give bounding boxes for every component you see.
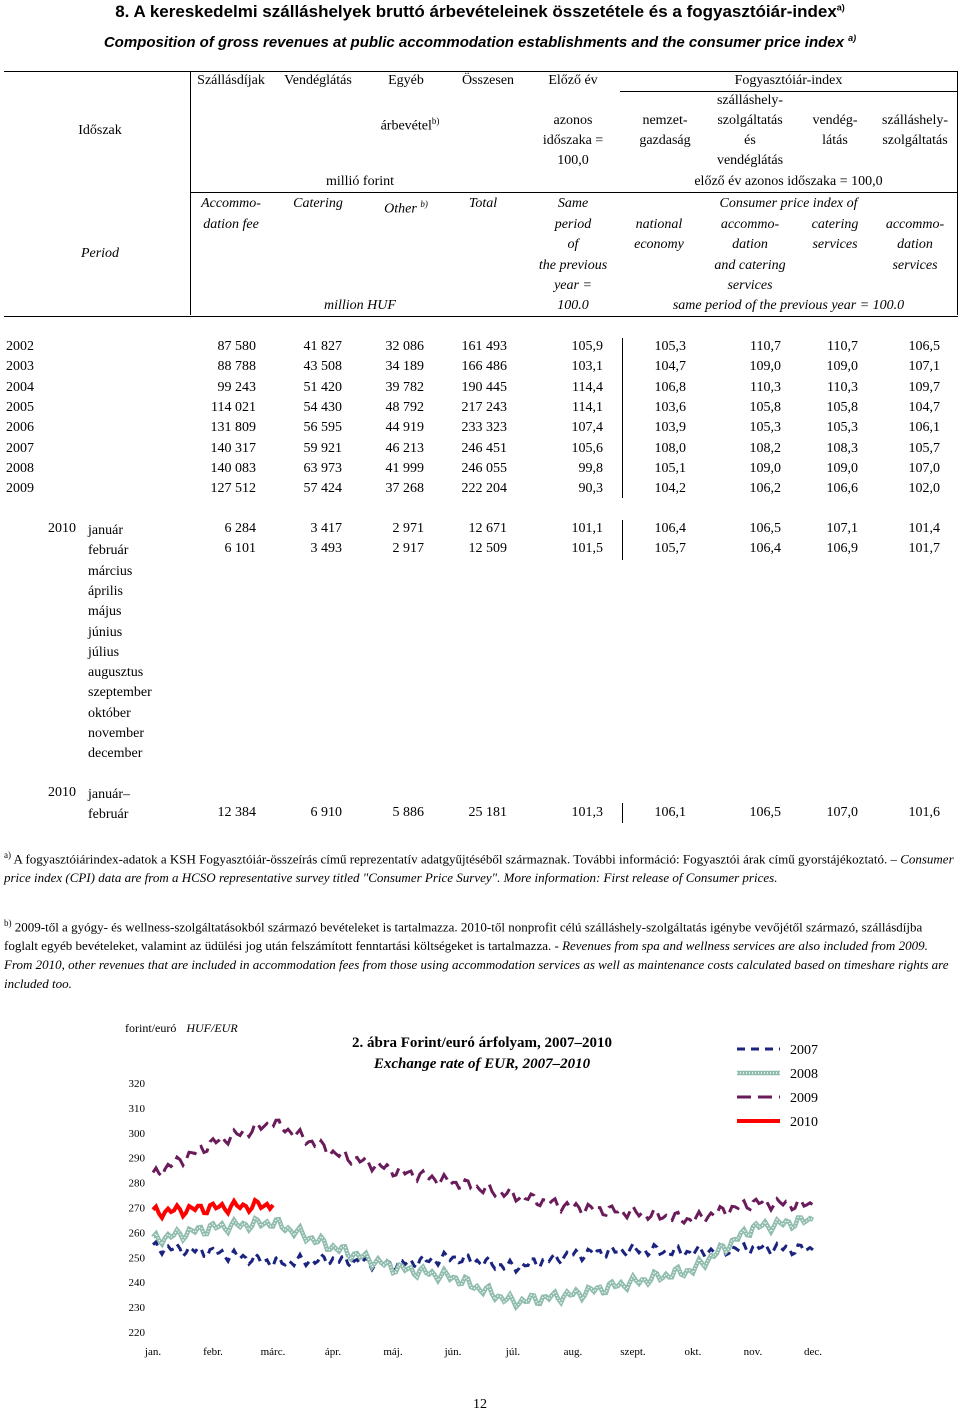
- table-title-en: Composition of gross revenues at public accommodation establishments and the consumer price index $^{a)}$: [103, 33, 857, 51]
- header-ac1: accommo-: [720, 217, 780, 232]
- table-cell: 107,4: [571, 420, 603, 436]
- table-cell: 114 021: [211, 399, 256, 415]
- header-idoszaka: időszaka =: [542, 133, 604, 148]
- row-year: 2004: [6, 379, 34, 395]
- legend-label-2008: 2008: [790, 1067, 818, 1082]
- table-cell: 106,5: [908, 339, 940, 354]
- month-label: január: [88, 523, 123, 538]
- month-label: november: [88, 726, 144, 741]
- table-cell: 106,1: [908, 420, 940, 436]
- x-tick-label: szept.: [620, 1346, 646, 1358]
- table-cell: 109,0: [749, 359, 781, 375]
- table-cell: 2 917: [392, 541, 424, 557]
- table-cell: 103,1: [571, 359, 603, 375]
- footnote-a: $^{a)}$ A fogyasztóiárindex-adatok a KSH Fogyasztóiár-összeírás című reprezentatív adatgyűjtéséből származnak. További információ: Fogyasztói árak című gyorstájékoztató. – Consumer price index (CPI) data are from a HCSO representative survey titled "Consumer Price Survey". More information: First release of Consumer prices.: [4, 850, 954, 886]
- table-cell: 105,3: [749, 420, 781, 436]
- x-tick-label: okt.: [684, 1346, 702, 1358]
- table-cell: 41 999: [385, 460, 424, 476]
- header-cat1: catering: [811, 217, 859, 232]
- header-gazdasag: gazdaság: [639, 133, 691, 148]
- header-ac3: and catering: [714, 258, 786, 273]
- header-fogyasztoi: Fogyasztóiár-index: [734, 73, 843, 88]
- y-tick-label: 270: [128, 1202, 145, 1215]
- x-tick-label: ápr.: [324, 1346, 342, 1358]
- table-cell: 3 493: [310, 541, 342, 557]
- table-cell: 48 792: [385, 399, 424, 415]
- table-cell: 106,2: [749, 481, 781, 497]
- month-label: június: [88, 624, 123, 640]
- table-cell: 131 809: [210, 420, 256, 436]
- table-cell: 104,7: [908, 399, 940, 415]
- header-same3: of: [567, 237, 579, 252]
- table-cell: 107,0: [826, 805, 858, 820]
- header-as1: accommo-: [885, 217, 945, 232]
- y-tick-label: 300: [128, 1127, 145, 1140]
- x-tick-label: febr.: [203, 1346, 223, 1358]
- table-cell: 106,1: [654, 805, 686, 820]
- header-szsz2: szolgáltatás: [717, 113, 783, 128]
- header-cpi: Consumer price index of: [719, 196, 858, 211]
- table-cell: 109,0: [749, 460, 781, 476]
- table-cell: 88 788: [217, 359, 256, 375]
- table-cell: 12 671: [468, 521, 507, 536]
- header-osszesen: Összesen: [461, 73, 515, 88]
- month-label: március: [88, 563, 133, 579]
- table-cell: 99,8: [578, 460, 603, 476]
- header-divider: [957, 71, 958, 315]
- x-tick-label: jún.: [444, 1346, 462, 1358]
- table-cell: 110,3: [750, 379, 781, 395]
- table-cell: 12 384: [217, 805, 256, 820]
- month-label: február: [88, 543, 129, 559]
- legend-label-2007: 2007: [790, 1043, 818, 1058]
- table-cell: 105,1: [654, 460, 686, 476]
- header-accom1: Accommo-: [201, 196, 261, 211]
- table-cell: 57 424: [303, 481, 342, 497]
- header-million-huf: million HUF: [324, 298, 396, 313]
- table-cell: 5 886: [392, 805, 424, 820]
- table-cell: 46 213: [385, 440, 424, 456]
- table-cell: 246 451: [461, 440, 507, 456]
- header-rule: [190, 192, 957, 193]
- table-cell: 109,0: [826, 359, 858, 375]
- header-catering: Catering: [293, 196, 343, 211]
- header-same5: year =: [554, 278, 592, 293]
- header-same1: Same: [557, 196, 589, 211]
- header-same4: the previous: [538, 258, 608, 273]
- table-cell: 6 284: [224, 521, 256, 536]
- header-vend1: vendég-: [812, 113, 858, 128]
- table-cell: 104,2: [654, 481, 686, 497]
- table-cell: 99 243: [217, 379, 256, 395]
- x-tick-label: máj.: [383, 1346, 403, 1358]
- table-cell: 114,1: [572, 399, 603, 415]
- header-as2: dation: [897, 237, 933, 252]
- header-szallasdijak: Szállásdíjak: [197, 73, 265, 88]
- table-title-hu: 8. A kereskedelmi szálláshelyek bruttó árbevételeinek összetétele és a fogyasztóiár-index$^{a)}$: [115, 2, 845, 21]
- month-label: április: [88, 583, 123, 599]
- table-cell: 106,4: [749, 541, 781, 557]
- table-cell: 101,1: [571, 521, 603, 536]
- row-year: 2005: [6, 399, 34, 415]
- table-cell: 12 509: [468, 541, 507, 557]
- table-cell: 6 910: [310, 805, 342, 820]
- chart-ylabel: forint/euró HUF/EUR: [125, 1021, 238, 1035]
- y-tick-label: 220: [128, 1327, 145, 1339]
- table-cell: 41 827: [303, 339, 342, 354]
- header-same2: period: [554, 217, 592, 232]
- table-cell: 105,3: [654, 339, 686, 354]
- table-cell: 51 420: [303, 379, 342, 395]
- table-cell: 102,0: [908, 481, 940, 497]
- month-label: szeptember: [88, 685, 152, 701]
- header-elozo-azonos: előző év azonos időszaka = 100,0: [694, 174, 883, 189]
- header-szsz4: vendéglátás: [716, 153, 784, 168]
- y-tick-label: 230: [128, 1302, 145, 1315]
- header-ac4: services: [727, 278, 773, 293]
- x-tick-label: dec.: [803, 1346, 822, 1358]
- table-cell: 140 083: [210, 460, 256, 476]
- table-cell: 43 508: [303, 359, 342, 375]
- x-tick-label: jan.: [144, 1346, 162, 1358]
- table-cell: 110,7: [827, 339, 858, 354]
- table-cell: 44 919: [385, 420, 424, 436]
- y-tick-label: 290: [128, 1152, 145, 1165]
- header-millio-forint: millió forint: [325, 174, 395, 189]
- x-tick-label: aug.: [563, 1346, 583, 1358]
- table-cell: 110,3: [827, 379, 858, 395]
- table-cell: 161 493: [461, 339, 507, 354]
- row-year: 2006: [6, 420, 34, 436]
- table-cell: 105,7: [908, 440, 940, 456]
- table-cell: 106,5: [749, 805, 781, 820]
- table-cell: 54 430: [303, 399, 342, 415]
- header-nat1: national: [635, 217, 683, 232]
- table-cell: 107,0: [908, 460, 940, 476]
- header-vend2: látás: [822, 133, 848, 148]
- table-cell: 233 323: [461, 420, 507, 436]
- table-cell: 109,0: [826, 460, 858, 476]
- footnote-b: $^{b)}$ 2009-től a gyógy- és wellness-szolgáltatásokból származó bevételeket is tartalmazza. 2010-től nonprofit célú szálláshely-szolgáltatás igénybe vevőjétől származó, szállásdíjba foglalt egyéb bevételeket, valamint az üdülési jog után felszámított fenntartási költségeket is tartalmazza. - Revenues from spa and wellness services are also included from 2009. From 2010, other revenues that are included in accommodation fees from those using accommodation services as well as maintenance costs calculated based on timeshare rights are included too.: [4, 918, 949, 992]
- legend-label-2009: 2009: [790, 1091, 818, 1106]
- table-cell: 104,7: [654, 359, 686, 375]
- header-elozo-ev: Előző év: [548, 73, 598, 88]
- table-cell: 107,1: [826, 521, 858, 536]
- table-cell: 105,6: [571, 440, 603, 456]
- table-cell: 32 086: [385, 339, 424, 354]
- table-cell: 87 580: [217, 339, 256, 354]
- header-cat2: services: [812, 237, 858, 252]
- column-separator: [622, 803, 623, 823]
- chart-title: 2. ábra Forint/euró árfolyam, 2007–2010: [352, 1035, 612, 1051]
- header-same6: 100.0: [557, 298, 589, 313]
- table-cell: 106,6: [826, 481, 858, 497]
- y-tick-label: 250: [128, 1252, 145, 1265]
- header-as3: services: [892, 258, 938, 273]
- month-label: július: [88, 644, 120, 660]
- table-cell: 90,3: [578, 481, 603, 497]
- header-szh2: szolgáltatás: [882, 133, 948, 148]
- x-tick-label: nov.: [743, 1346, 763, 1358]
- page-number: 12: [473, 1397, 487, 1412]
- y-tick-label: 280: [128, 1177, 145, 1190]
- header-total: Total: [468, 196, 498, 211]
- month-label: december: [88, 746, 143, 762]
- header-other: Other $^{b)}$: [384, 199, 428, 217]
- table-cell: 101,3: [571, 805, 603, 820]
- header-ac2: dation: [732, 237, 768, 252]
- table-cell: 106,5: [749, 521, 781, 536]
- table-cell: 106,9: [826, 541, 858, 557]
- cumulative-year: 2010: [48, 785, 76, 800]
- column-separator: [622, 338, 623, 498]
- header-nemzet: nemzet-: [642, 113, 688, 128]
- column-separator: [622, 520, 623, 560]
- x-tick-label: júl.: [505, 1346, 521, 1358]
- table-cell: 59 921: [303, 440, 342, 456]
- table-cell: 101,7: [908, 541, 940, 557]
- cumulative-label1: január–: [88, 787, 130, 802]
- header-arbevetel: árbevétel$^{b)}$: [380, 116, 440, 134]
- table-cell: 39 782: [385, 379, 424, 395]
- legend-label-2010: 2010: [790, 1115, 818, 1130]
- y-tick-label: 320: [128, 1078, 145, 1090]
- header-azonos: azonos: [553, 113, 593, 128]
- exchange-rate-chart: [0, 1015, 960, 1375]
- header-period: Period: [80, 246, 120, 261]
- table-cell: 105,8: [826, 399, 858, 415]
- table-cell: 101,6: [908, 805, 940, 820]
- table-cell: 105,7: [654, 541, 686, 557]
- header-accom2: dation fee: [203, 217, 259, 232]
- y-tick-label: 310: [128, 1102, 145, 1115]
- table-cell: 56 595: [303, 420, 342, 436]
- table-cell: 109,7: [908, 379, 940, 395]
- header-szsz1: szálláshely-: [716, 93, 784, 108]
- table-cell: 140 317: [210, 440, 256, 456]
- table-cell: 106,4: [654, 521, 686, 536]
- row-year: 2003: [6, 359, 34, 375]
- table-cell: 6 101: [224, 541, 256, 557]
- row-year: 2008: [6, 460, 34, 476]
- table-cell: 108,0: [654, 440, 686, 456]
- header-szh1: szálláshely-: [881, 113, 949, 128]
- row-year: 2007: [6, 440, 34, 456]
- table-cell: 108,3: [826, 440, 858, 456]
- table-cell: 190 445: [461, 379, 507, 395]
- header-vendeglatas: Vendéglátás: [284, 73, 352, 88]
- table-cell: 217 243: [461, 399, 507, 415]
- table-cell: 106,8: [654, 379, 686, 395]
- x-tick-label: márc.: [260, 1346, 286, 1358]
- y-tick-label: 240: [128, 1277, 145, 1290]
- table-cell: 34 189: [385, 359, 424, 375]
- table-cell: 110,7: [750, 339, 781, 354]
- table-cell: 222 204: [461, 481, 507, 497]
- header-nat2: economy: [634, 237, 684, 252]
- table-cell: 127 512: [210, 481, 256, 497]
- table-cell: 101,5: [571, 541, 603, 557]
- chart-svg: [0, 1015, 960, 1375]
- table-cell: 105,9: [571, 339, 603, 354]
- table-cell: 105,3: [826, 420, 858, 436]
- y-tick-label: 260: [128, 1227, 145, 1240]
- table-cell: 114,4: [572, 379, 603, 395]
- table-cell: 105,8: [749, 399, 781, 415]
- table-cell: 25 181: [468, 805, 507, 820]
- header-szsz3: és: [744, 133, 756, 148]
- table-cell: 246 055: [461, 460, 507, 476]
- series-line-2010: [153, 1200, 273, 1218]
- year-2010-label: 2010: [48, 521, 76, 536]
- header-idoszak: Időszak: [78, 123, 122, 138]
- table-cell: 37 268: [385, 481, 424, 497]
- row-year: 2009: [6, 481, 34, 497]
- header-same-prev: same period of the previous year = 100.0: [672, 298, 905, 313]
- chart-subtitle: Exchange rate of EUR, 2007–2010: [373, 1056, 591, 1072]
- header-egyeb: Egyéb: [388, 73, 424, 88]
- table-cell: 63 973: [303, 460, 342, 476]
- table-cell: 103,6: [654, 399, 686, 415]
- table-cell: 2 971: [392, 521, 424, 536]
- table-cell: 166 486: [461, 359, 507, 375]
- row-year: 2002: [6, 339, 34, 354]
- cumulative-label2: február: [88, 807, 129, 822]
- header-divider: [190, 71, 191, 315]
- table-cell: 107,1: [908, 359, 940, 375]
- month-label: augusztus: [88, 665, 144, 681]
- month-label: október: [88, 705, 131, 721]
- month-label: május: [88, 604, 122, 620]
- header-szaz: 100,0: [557, 153, 589, 168]
- table-cell: 103,9: [654, 420, 686, 436]
- table-cell: 101,4: [908, 521, 940, 536]
- table-cell: 108,2: [749, 440, 781, 456]
- table-cell: 3 417: [310, 521, 342, 536]
